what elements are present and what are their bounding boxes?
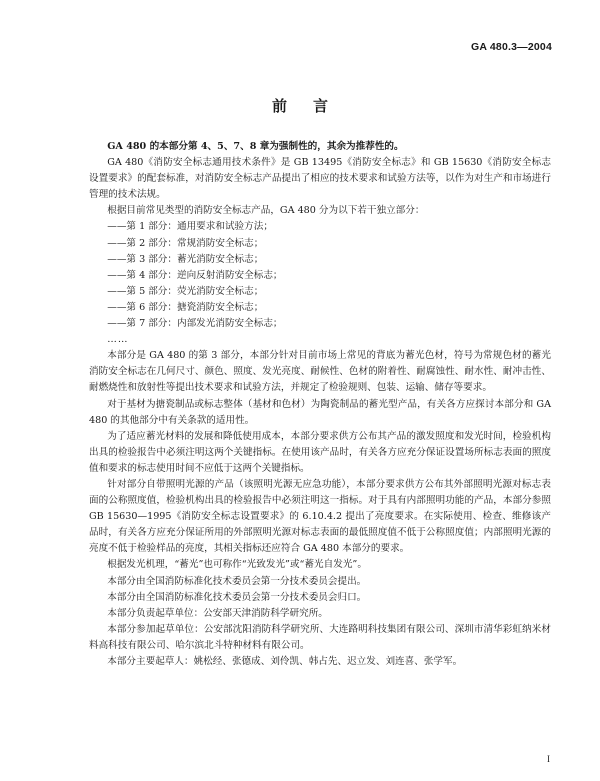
paragraph-participating-units: 本部分参加起草单位：公安部沈阳消防科学研究所、大连路明科技集团有限公司、深圳市清华彩虹纳米材料高科技有限公司、哈尔滨北斗特种材料有限公司。: [89, 623, 551, 651]
list-item: ——第 7 部分：内部发光消防安全标志；: [107, 318, 283, 330]
parts-list: [89, 219, 551, 332]
paragraph-mandatory-clauses: GA 480 的本部分第 4、5、7、8 章为强制性的，其余为推荐性的。: [107, 141, 404, 152]
list-item: ——第 5 部分：荧光消防安全标志；: [107, 285, 264, 297]
page-title: 前言: [271, 97, 354, 115]
paragraph-standard-relation: GA 480《消防安全标志通用技术条件》是 GB 13495《消防安全标志》和 GB 15630《消防安全标志设置要求》的配套标准，对消防安全标志产品提出了相应的技术要求和试验方法等，以作为对生产和市场进行管理的技术法规。: [89, 157, 551, 201]
paragraph-mechanism: 根据发光机理，“蓄光”也可称作“光致发光”或“蓄光自发光”。: [107, 559, 367, 571]
list-item: ——第 2 部分：常规消防安全标志；: [107, 237, 264, 249]
paragraph-proposed-by: 本部分由全国消防标准化技术委员会第一分技术委员会提出。: [107, 575, 367, 587]
standard-number: GA 480.3—2004: [470, 41, 552, 53]
paragraph-applicability: 对于基材为搪瓷制品或标志整体（基材和色材）为陶瓷制品的蓄光型产品，有关各方应探讨本部分和 GA 480 的其他部分中有关条款的适用性。: [89, 398, 551, 426]
paragraph-parts-intro: 根据目前常见类型的消防安全标志产品，GA 480 分为以下若干独立部分：: [107, 205, 425, 217]
paragraph-administered-by: 本部分由全国消防标准化技术委员会第一分技术委员会归口。: [107, 591, 367, 603]
list-item: ——第 1 部分：通用要求和试验方法；: [107, 221, 273, 233]
list-item: ——第 4 部分：逆向反射消防安全标志；: [107, 269, 283, 281]
page-number: I: [547, 754, 550, 764]
foreword-body: [89, 139, 551, 670]
paragraph-drafters: 本部分主要起草人：姚松经、张德成、刘伶凯、韩占先、迟立发、刘连喜、张学军。: [107, 656, 463, 667]
ellipsis: ……: [107, 334, 129, 346]
paragraph-excitation: 为了适应蓄光材料的发展和降低使用成本，本部分要求供方公布其产品的激发照度和发光时间，检验机构出具的检验报告中必须注明这两个关键指标。在使用该产品时，有关各方应充分保证设置场所标志表面的照度值和要求的标志使用时间不应低于这两个关键指标。: [89, 430, 551, 474]
paragraph-scope: 本部分是 GA 480 的第 3 部分，本部分针对目前市场上常见的背底为蓄光色材，符号为常规色材的蓄光消防安全标志在几何尺寸、颜色、照度、发光亮度、耐候性、色材的附着性、耐腐蚀性、耐水性、耐冲击性、耐燃烧性和放射性等提出技术要求和试验方法，并规定了检验规则、包装、运输、储存等要求。: [89, 350, 551, 394]
paragraph-drafting-unit: 本部分负责起草单位：公安部天津消防科学研究所。: [107, 607, 328, 619]
list-item: ——第 3 部分：蓄光消防安全标志；: [107, 253, 264, 265]
list-item: ——第 6 部分：搪瓷消防安全标志；: [107, 301, 264, 313]
paragraph-illumination: 针对部分自带照明光源的产品（该照明光源无应急功能），本部分要求供方公布其外部照明光源对标志表面的公称照度值，检验机构出具的检验报告中必须注明这一指标。对于具有内部照明功能的产品，本部分参照 GB 15630—1995《消防安全标志设置要求》的 6.10.4.2 提出了亮度要求。在实际使用、检查、维修该产品时，有关各方应充分保证所用的外部照明光源对标志表面的最低照度值不低于公称照度值；内部照明光源的亮度不低于检验样品的亮度，其相关指标还应符合 GA 480 本部分的要求。: [89, 478, 551, 555]
